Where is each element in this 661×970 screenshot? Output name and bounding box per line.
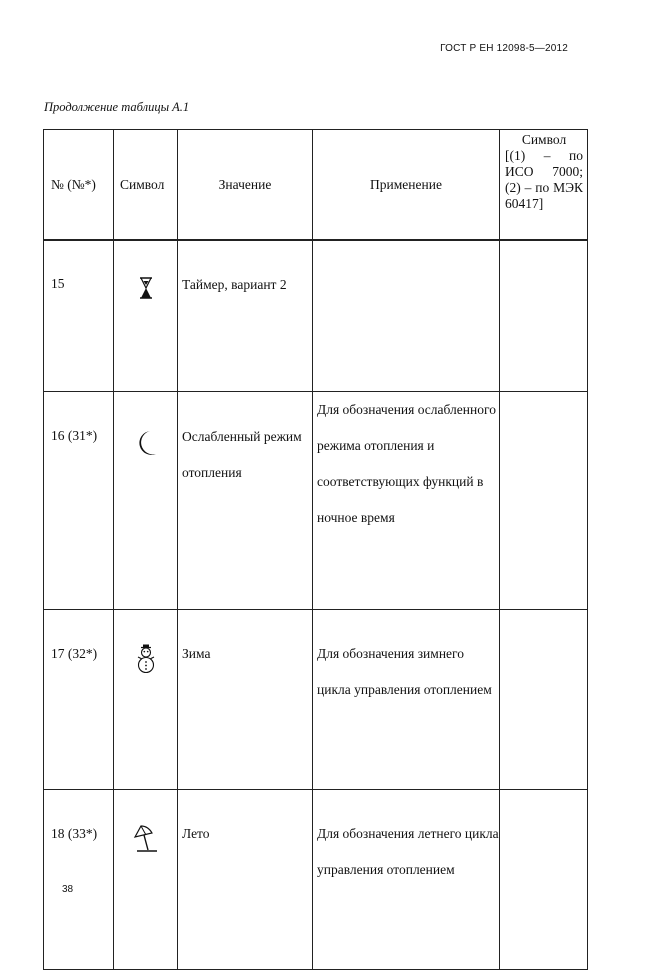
row-number: 17 (32*) <box>44 610 114 790</box>
row-meaning: Зима <box>178 610 313 790</box>
row-symbol-reference <box>500 392 588 610</box>
header-number: № (№*) <box>44 130 114 241</box>
table-header-row <box>44 130 588 241</box>
row-meaning: Ослабленный режим отопления <box>178 392 313 610</box>
row-symbol-reference <box>500 240 588 392</box>
row-symbol-reference <box>500 790 588 970</box>
table-row <box>44 240 588 392</box>
table-caption: Продолжение таблицы А.1 <box>44 100 190 114</box>
header-meaning: Значение <box>178 130 313 241</box>
header-symbol-reference-note: [(1) – по ИСО 7000; (2) – по МЭК 60417] <box>505 148 583 211</box>
page-number: 38 <box>62 884 74 895</box>
row-symbol <box>114 610 178 790</box>
standard-designation: ГОСТ Р ЕН 12098-5—2012 <box>440 43 568 54</box>
row-symbol <box>114 392 178 610</box>
table-row <box>44 790 588 970</box>
row-application: Для обозначения ослабленного режима отопления и соответствующих функций в ночное время <box>313 392 500 610</box>
row-application: Для обозначения летнего цикла управления отоплением <box>313 790 500 970</box>
row-symbol <box>114 240 178 392</box>
header-application: Применение <box>313 130 500 241</box>
row-number: 15 <box>44 240 114 392</box>
hourglass-icon <box>139 277 153 303</box>
row-number: 18 (33*) <box>44 790 114 970</box>
table-row <box>44 392 588 610</box>
table-row <box>44 610 588 790</box>
row-application: Для обозначения зимнего цикла управления отоплением <box>313 610 500 790</box>
row-meaning: Лето <box>178 790 313 970</box>
row-symbol-reference <box>500 610 588 790</box>
snowman-icon <box>137 644 155 678</box>
row-number: 16 (31*) <box>44 392 114 610</box>
header-symbol: Символ <box>114 130 178 241</box>
row-meaning: Таймер, вариант 2 <box>178 240 313 392</box>
symbols-table <box>43 129 588 970</box>
header-symbol-reference-title: Символ <box>521 132 567 147</box>
row-symbol <box>114 790 178 970</box>
beach-umbrella-icon <box>133 824 159 860</box>
crescent-moon-icon <box>135 430 157 460</box>
row-application <box>313 240 500 392</box>
header-symbol-reference <box>500 130 588 241</box>
